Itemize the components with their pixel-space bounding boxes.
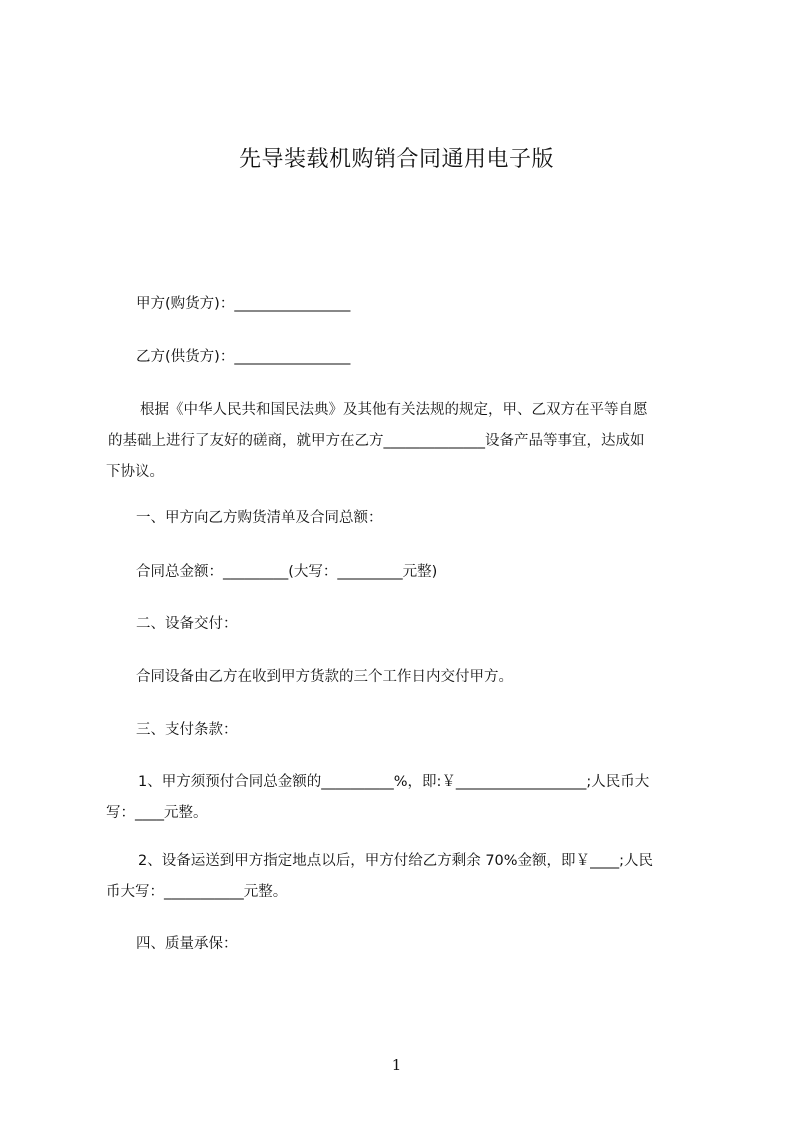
payment-item-2-upper-blank: ___________ xyxy=(164,884,244,900)
payment-item-1-upper-blank: ____ xyxy=(135,805,164,821)
payment-item-1-text: 1、甲方须预付合同总金额的 xyxy=(138,774,322,790)
section-3-heading: 三、支付条款： xyxy=(136,722,238,738)
party-a-label: 甲方(购货方)： xyxy=(136,296,235,312)
total-amount-blank: _________ xyxy=(223,564,289,580)
party-b-label: 乙方(供货方)： xyxy=(136,349,235,365)
payment-item-1-line-2 xyxy=(106,798,702,829)
payment-item-1 xyxy=(106,767,702,829)
payment-item-2-upper-label: 币大写： xyxy=(106,884,164,900)
payment-item-1-upper-suffix: 元整。 xyxy=(164,805,208,821)
payment-item-2-line-2 xyxy=(106,877,702,908)
page-number: 1 xyxy=(391,1056,402,1074)
total-amount-upper-suffix: 元整) xyxy=(402,564,438,580)
payment-item-1-amount-blank: __________________ xyxy=(455,774,587,790)
party-a-blank: ________________ xyxy=(234,296,351,312)
intro-line-2-blank: ______________ xyxy=(383,433,485,449)
payment-item-1-amount-label: %，即:￥ xyxy=(393,774,456,790)
intro-line-1: 根据《中华人民共和国民法典》及其他有关法规的规定，甲、乙双方在平等自愿 xyxy=(140,402,648,418)
intro-paragraph xyxy=(106,395,702,488)
payment-item-1-upper-label: 写： xyxy=(106,805,135,821)
intro-line-2 xyxy=(106,426,702,457)
document-title: 先导装载机购销合同通用电子版 xyxy=(238,147,554,172)
party-a-line xyxy=(136,292,699,313)
payment-item-1-line-1 xyxy=(106,767,702,798)
section-2-body: 合同设备由乙方在收到甲方货款的三个工作日内交付甲方。 xyxy=(136,669,513,685)
payment-item-2-rmb-label: ;人民 xyxy=(619,853,653,869)
total-amount-label: 合同总金额： xyxy=(136,564,223,580)
payment-item-2-upper-suffix: 元整。 xyxy=(243,884,288,900)
total-amount-upper-label: (大写： xyxy=(288,564,338,580)
payment-item-2-text: 2、设备运送到甲方指定地点以后，甲方付给乙方剩余 70%金额，即￥ xyxy=(138,853,591,869)
intro-line-3: 下协议。 xyxy=(106,464,164,480)
intro-line-2-start: 的基础上进行了友好的磋商，就甲方在乙方 xyxy=(108,433,384,449)
payment-item-2 xyxy=(106,846,702,908)
payment-item-1-percent-blank: __________ xyxy=(321,774,394,790)
payment-item-1-rmb-label: ;人民币大 xyxy=(586,774,650,790)
section-4-heading: 四、质量承保： xyxy=(136,936,238,952)
party-b-blank: ________________ xyxy=(234,349,351,365)
payment-item-2-amount-blank: ____ xyxy=(590,853,620,869)
total-amount-upper-blank: _________ xyxy=(337,564,403,580)
intro-line-2-end: 设备产品等事宜，达成如 xyxy=(485,433,645,449)
party-b-line xyxy=(136,345,699,366)
total-amount-line xyxy=(136,560,699,581)
payment-item-2-line-1 xyxy=(106,846,702,877)
section-1-heading: 一、甲方向乙方购货清单及合同总额： xyxy=(136,510,383,526)
section-2-heading: 二、设备交付： xyxy=(136,616,238,632)
